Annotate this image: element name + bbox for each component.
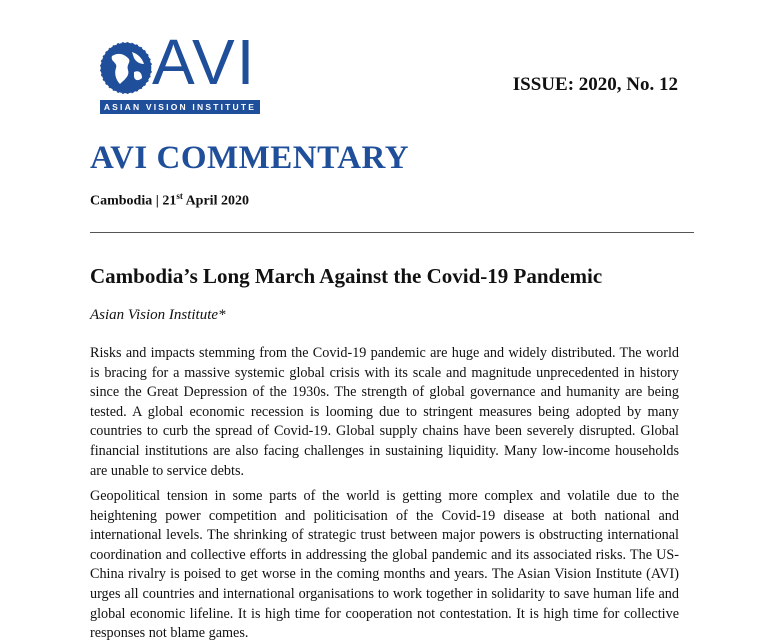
- avi-logo: [96, 26, 266, 118]
- date-day: 21: [162, 193, 177, 209]
- logo-tagline: ASIAN VISION INSTITUTE: [100, 100, 260, 114]
- location: Cambodia: [90, 193, 153, 209]
- paragraph-2: Geopolitical tension in some parts of the world is getting more complex and volatile due to the heightening power competition and politicisation of the Covid-19 disease at both national and international levels. The shrinking of strategic trust between major powers is obstructing international coordination and collective efforts in addressing the global pandemic and its associated risks. The US-China rivalry is poised to get worse in the coming months and years. The Asian Vision Institute (AVI) urges all countries and international organisations to work together in solidarity to save human life and global economic lifeline. It is high time for cooperation not contestation. It is high time for collective responses not blame games.: [90, 488, 679, 642]
- date-suffix: st: [176, 191, 183, 201]
- article-author: Asian Vision Institute*: [90, 307, 226, 323]
- dateline: Cambodia | 21st April 2020: [90, 191, 249, 209]
- logo-wordmark: AVI: [152, 26, 257, 98]
- globe-icon: [98, 40, 154, 96]
- series-title: AVI COMMENTARY: [90, 140, 410, 176]
- paragraph-1: Risks and impacts stemming from the Covid-19 pandemic are huge and widely distributed. The world is bracing for a massive systemic global crisis with its scale and magnitude unprecedented in history since the Great Depression of the 1930s. The strength of global governance and humanity are being tested. A global economic recession is looming due to stringent measures being adopted by many countries to curb the spread of Covid-19. Global supply chains have been severely disrupted. Global financial institutions are also facing challenges in sustaining liquidity. Many low-income households are unable to service debts.: [90, 345, 679, 479]
- article-headline: Cambodia’s Long March Against the Covid-19 Pandemic: [90, 264, 603, 288]
- divider: [90, 232, 694, 233]
- date-month-year: April 2020: [185, 193, 249, 209]
- issue-number: ISSUE: 2020, No. 12: [512, 74, 678, 95]
